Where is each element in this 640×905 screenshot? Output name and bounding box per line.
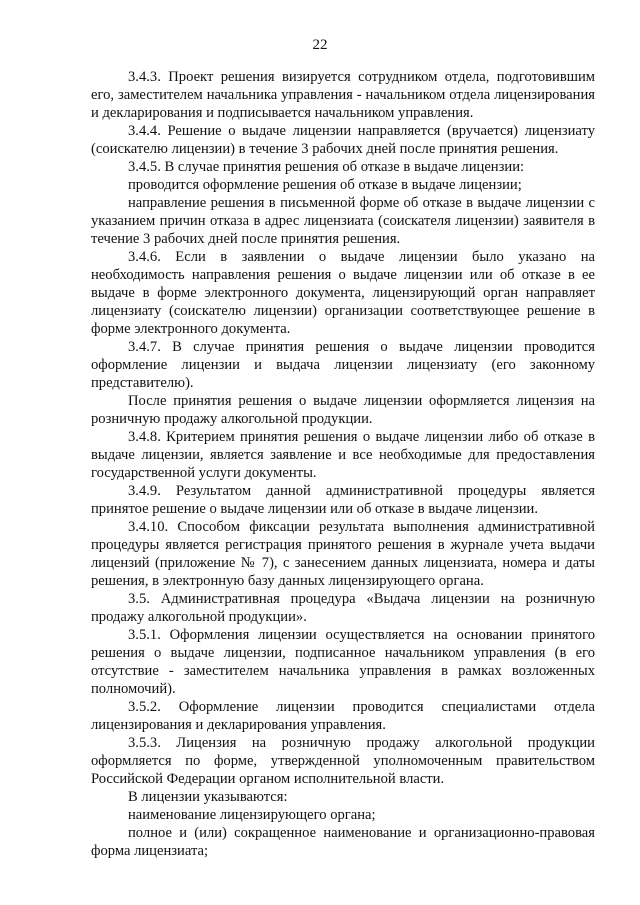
paragraph-3-4-9: 3.4.9. Результатом данной административной процедуры является принятое решение о выдаче лицензии или об отказе в выдаче лицензии. (91, 483, 595, 517)
paragraph-license-issued: После принятия решения о выдаче лицензии оформляется лицензия на розничную продажу алкогольной продукции. (91, 393, 595, 427)
paragraph-refusal-item-1: проводится оформление решения об отказе в выдаче лицензии; (128, 177, 522, 193)
paragraph-refusal-item-2: направление решения в письменной форме об отказе в выдаче лицензии с указанием причин отказа в адрес лицензиата (соискателя лицензии) заявителя в течение 3 рабочих дней после принятия решения. (91, 195, 595, 247)
paragraph-license-contents-item-2: полное и (или) сокращенное наименование и организационно-правовая форма лицензиата; (91, 825, 595, 859)
paragraph-3-4-3: 3.4.3. Проект решения визируется сотрудником отдела, подготовившим его, заместителем начальника управления - начальником отдела лицензирования и декларирования и подписывается начальником управления. (91, 69, 595, 121)
paragraph-3-4-5: 3.4.5. В случае принятия решения об отказе в выдаче лицензии: (128, 159, 525, 175)
document-body (91, 68, 595, 860)
paragraph-license-contents-intro: В лицензии указываются: (128, 789, 288, 805)
paragraph-3-4-10: 3.4.10. Способом фиксации результата выполнения административной процедуры является регистрация принятого решения в журнале учета выдачи лицензий (приложение № 7), с занесением данных лицензиата, номера и даты решения, в электронную базу данных лицензирующего органа. (91, 519, 595, 589)
paragraph-3-5-3: 3.5.3. Лицензия на розничную продажу алкогольной продукции оформляется по форме, утвержденной уполномоченным правительством Российской Федерации органом исполнительной власти. (91, 735, 595, 787)
page-number: 22 (312, 37, 328, 53)
paragraph-3-4-6: 3.4.6. Если в заявлении о выдаче лицензии было указано на необходимость направления решения о выдаче лицензии или об отказе в ее выдаче в форме электронного документа, лицензирующий орган направляет лицензиату (соискателю лицензии) организации соответствующее решение в форме электронного документа. (91, 249, 595, 337)
paragraph-3-5: 3.5. Административная процедура «Выдача лицензии на розничную продажу алкогольной продукции». (91, 591, 595, 625)
paragraph-3-5-1: 3.5.1. Оформления лицензии осуществляется на основании принятого решения о выдаче лицензии, подписанное начальником управления (в его отсутствие - заместителем начальника управления в рамках возложенных полномочий). (91, 627, 595, 697)
paragraph-3-5-2: 3.5.2. Оформление лицензии проводится специалистами отдела лицензирования и декларирования управления. (91, 699, 595, 733)
paragraph-license-contents-item-1: наименование лицензирующего органа; (128, 807, 376, 823)
paragraph-3-4-4: 3.4.4. Решение о выдаче лицензии направляется (вручается) лицензиату (соискателю лицензии) в течение 3 рабочих дней после принятия решения. (91, 123, 595, 157)
paragraph-3-4-7: 3.4.7. В случае принятия решения о выдаче лицензии проводится оформление лицензии и выдача лицензии лицензиату (его законному представителю). (91, 339, 595, 391)
paragraph-3-4-8: 3.4.8. Критерием принятия решения о выдаче лицензии либо об отказе в выдаче лицензии, является заявление и все необходимые для предоставления государственной услуги документы. (91, 429, 595, 481)
